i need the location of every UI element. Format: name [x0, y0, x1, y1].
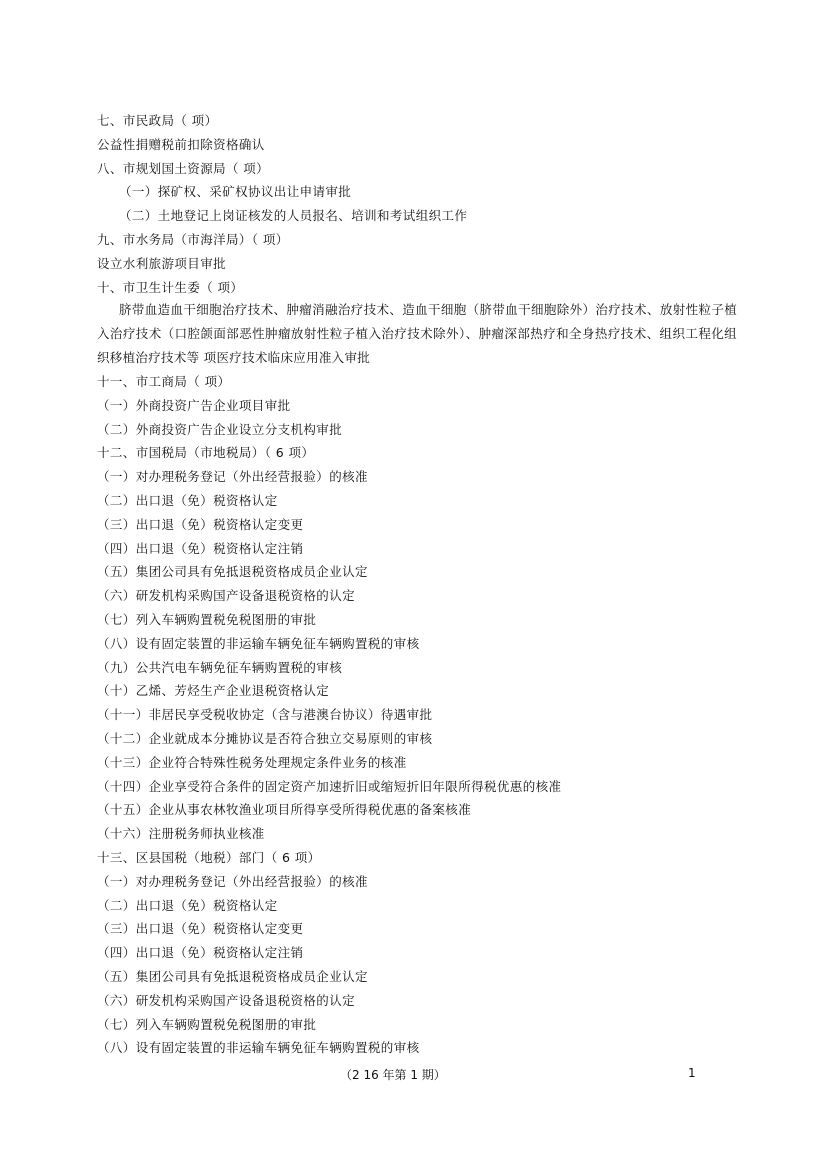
list-item: （七）列入车辆购置税免税图册的审批 — [97, 611, 317, 627]
heading-district-tax: 十三、区县国税（地税）部门（ 6 项） — [97, 849, 321, 865]
heading-health: 十、市卫生计生委（ 项） — [97, 279, 244, 295]
list-item: （二）外商投资广告企业设立分支机构审批 — [97, 421, 343, 437]
heading-industry-commerce: 十一、市工商局（ 项） — [97, 374, 231, 389]
list-item: （二）出口退（免）税资格认定 — [97, 492, 278, 508]
list-item: （十三）企业符合特殊性税务处理规定条件业务的核准 — [97, 754, 407, 770]
list-item: 公益性捐赠税前扣除资格确认 — [97, 136, 265, 152]
list-item: （六）研发机构采购国产设备退税资格的认定 — [97, 992, 356, 1008]
heading-civil-affairs: 七、市民政局（ 项） — [97, 113, 218, 128]
list-item: （三）出口退（免）税资格认定变更 — [97, 921, 304, 937]
list-item: （十五）企业从事农林牧渔业项目所得享受所得税优惠的备案核准 — [97, 802, 472, 818]
list-item: （四）出口退（免）税资格认定注销 — [97, 945, 304, 961]
list-item: （二）土地登记上岗证核发的人员报名、培训和考试组织工作 — [119, 208, 468, 224]
section-block-1 — [97, 109, 737, 299]
list-item: （五）集团公司具有免抵退税资格成员企业认定 — [97, 968, 368, 984]
page-number: 1 — [688, 1066, 696, 1080]
section-block-2 — [97, 370, 737, 1060]
list-item: （八）设有固定装置的非运输车辆免征车辆购置税的审核 — [97, 635, 420, 651]
list-item: （一）对办理税务登记（外出经营报验）的核准 — [97, 873, 368, 889]
list-item: （四）出口退（免）税资格认定注销 — [97, 540, 304, 556]
issue-label: （2 16 年第 1 期） — [340, 1068, 446, 1082]
list-item: （二）出口退（免）税资格认定 — [97, 897, 278, 913]
list-item: （七）列入车辆购置税免税图册的审批 — [97, 1016, 317, 1032]
list-item: （十六）注册税务师执业核准 — [97, 826, 265, 842]
list-item: （一）对办理税务登记（外出经营报验）的核准 — [97, 469, 368, 485]
list-item: （十四）企业享受符合条件的固定资产加速折旧或缩短折旧年限所得税优惠的核准 — [97, 778, 562, 794]
list-item: （八）设有固定装置的非运输车辆免征车辆购置税的审核 — [97, 1040, 420, 1056]
list-item: （五）集团公司具有免抵退税资格成员企业认定 — [97, 564, 368, 580]
list-item: （十二）企业就成本分摊协议是否符合独立交易原则的审核 — [97, 730, 433, 746]
list-item: （一）探矿权、采矿权协议出让申请审批 — [119, 184, 352, 200]
list-item: （九）公共汽电车辆免征车辆购置税的审核 — [97, 659, 343, 675]
list-item: 设立水利旅游项目审批 — [97, 255, 227, 271]
heading-water-affairs: 九、市水务局（市海洋局）（ 项） — [97, 231, 289, 247]
list-item: （六）研发机构采购国产设备退税资格的认定 — [97, 588, 356, 604]
heading-planning-land: 八、市规划国土资源局（ 项） — [97, 160, 270, 176]
heading-tax-bureau: 十二、市国税局（市地税局）（ 6 项） — [97, 445, 315, 461]
health-paragraph: 脐带血造血干细胞治疗技术、肿瘤消融治疗技术、造血干细胞（脐带血干细胞除外）治疗技术、放射性粒子植入治疗技术（口腔颌面部恶性肿瘤放射性粒子植入治疗技术除外）、肿瘤深部热疗和全身热疗技术、组织工程化组织移植治疗技术等 项医疗技术临床应用准入审批 — [97, 302, 737, 365]
list-item: （一）外商投资广告企业项目审批 — [97, 397, 291, 413]
list-item: （十）乙烯、芳烃生产企业退税资格认定 — [97, 683, 330, 699]
list-item: （三）出口退（免）税资格认定变更 — [97, 516, 304, 532]
list-item: （十一）非居民享受税收协定（含与港澳台协议）待遇审批 — [97, 707, 433, 723]
